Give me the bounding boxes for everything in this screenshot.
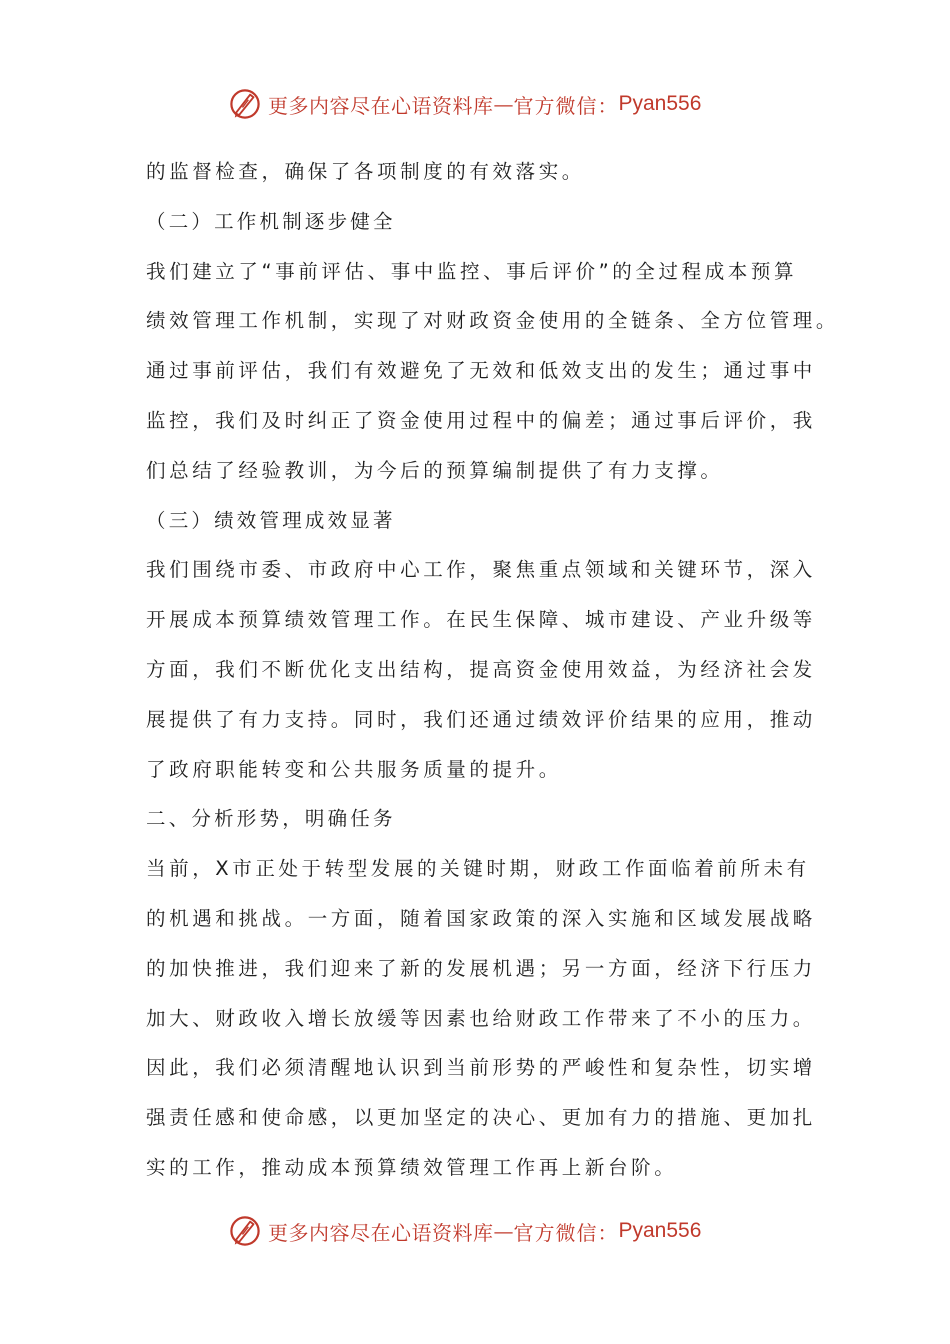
banner-promo-text: 更多内容尽在心语资料库 [268, 93, 494, 118]
paragraph-line: 方面，我们不断优化支出结构，提高资金使用效益，为经济社会发 [146, 657, 816, 681]
paragraph-line: 通过事前评估，我们有效避免了无效和低效支出的发生；通过事中 [146, 359, 816, 383]
paragraph-line: 当前，X市正处于转型发展的关键时期，财政工作面临着前所未有 [146, 857, 810, 881]
banner-official-label: 官方微信： [513, 93, 619, 118]
section-heading: （二）工作机制逐步健全 [146, 209, 396, 233]
document-body [146, 147, 840, 1193]
paragraph-line: 的机遇和挑战。一方面，随着国家政策的深入实施和区域发展战略 [146, 906, 816, 930]
banner-dash: — [493, 1219, 514, 1243]
paragraph-line: 的监督检查，确保了各项制度的有效落实。 [146, 160, 585, 183]
quill-pen-logo-icon [228, 1214, 262, 1248]
section-heading: 二、分析形势，明确任务 [146, 807, 396, 831]
paragraph-line: 实的工作，推动成本预算绩效管理工作再上新台阶。 [146, 1155, 678, 1179]
paragraph-line: 我们围绕市委、市政府中心工作，聚焦重点领域和关键环节，深入 [146, 558, 816, 582]
banner-promo-text: 更多内容尽在心语资料库 [268, 1220, 494, 1245]
paragraph-line: 我们建立了“事前评估、事中监控、事后评价”的全过程成本预算 [146, 259, 798, 283]
paragraph-line: 们总结了经验教训，为今后的预算编制提供了有力支撑。 [146, 458, 724, 482]
paragraph-line: 因此，我们必须清醒地认识到当前形势的严峻性和复杂性，切实增 [146, 1056, 816, 1080]
quill-pen-logo-icon [228, 87, 262, 121]
footer-banner [228, 1211, 701, 1251]
banner-official-label: 官方微信： [513, 1220, 619, 1245]
banner-wechat-id: Pyan556 [618, 92, 702, 115]
paragraph-line: 加大、财政收入增长放缓等因素也给财政工作带来了不小的压力。 [146, 1006, 816, 1030]
paragraph-line: 展提供了有力支持。同时，我们还通过绩效评价结果的应用，推动 [146, 707, 816, 731]
paragraph-line: 开展成本预算绩效管理工作。在民生保障、城市建设、产业升级等 [146, 608, 816, 632]
header-banner [228, 84, 701, 124]
paragraph-line: 监控，我们及时纠正了资金使用过程中的偏差；通过事后评价，我 [146, 408, 816, 432]
banner-dash: — [493, 92, 514, 116]
paragraph-line: 强责任感和使命感，以更加坚定的决心、更加有力的措施、更加扎 [146, 1106, 816, 1130]
paragraph-line: 了政府职能转变和公共服务质量的提升。 [146, 757, 562, 781]
banner-wechat-id: Pyan556 [618, 1219, 702, 1242]
section-heading: （三）绩效管理成效显著 [146, 508, 396, 532]
paragraph-line: 的加快推进，我们迎来了新的发展机遇；另一方面，经济下行压力 [146, 956, 816, 980]
paragraph-line: 绩效管理工作机制，实现了对财政资金使用的全链条、全方位管理。 [146, 309, 840, 333]
